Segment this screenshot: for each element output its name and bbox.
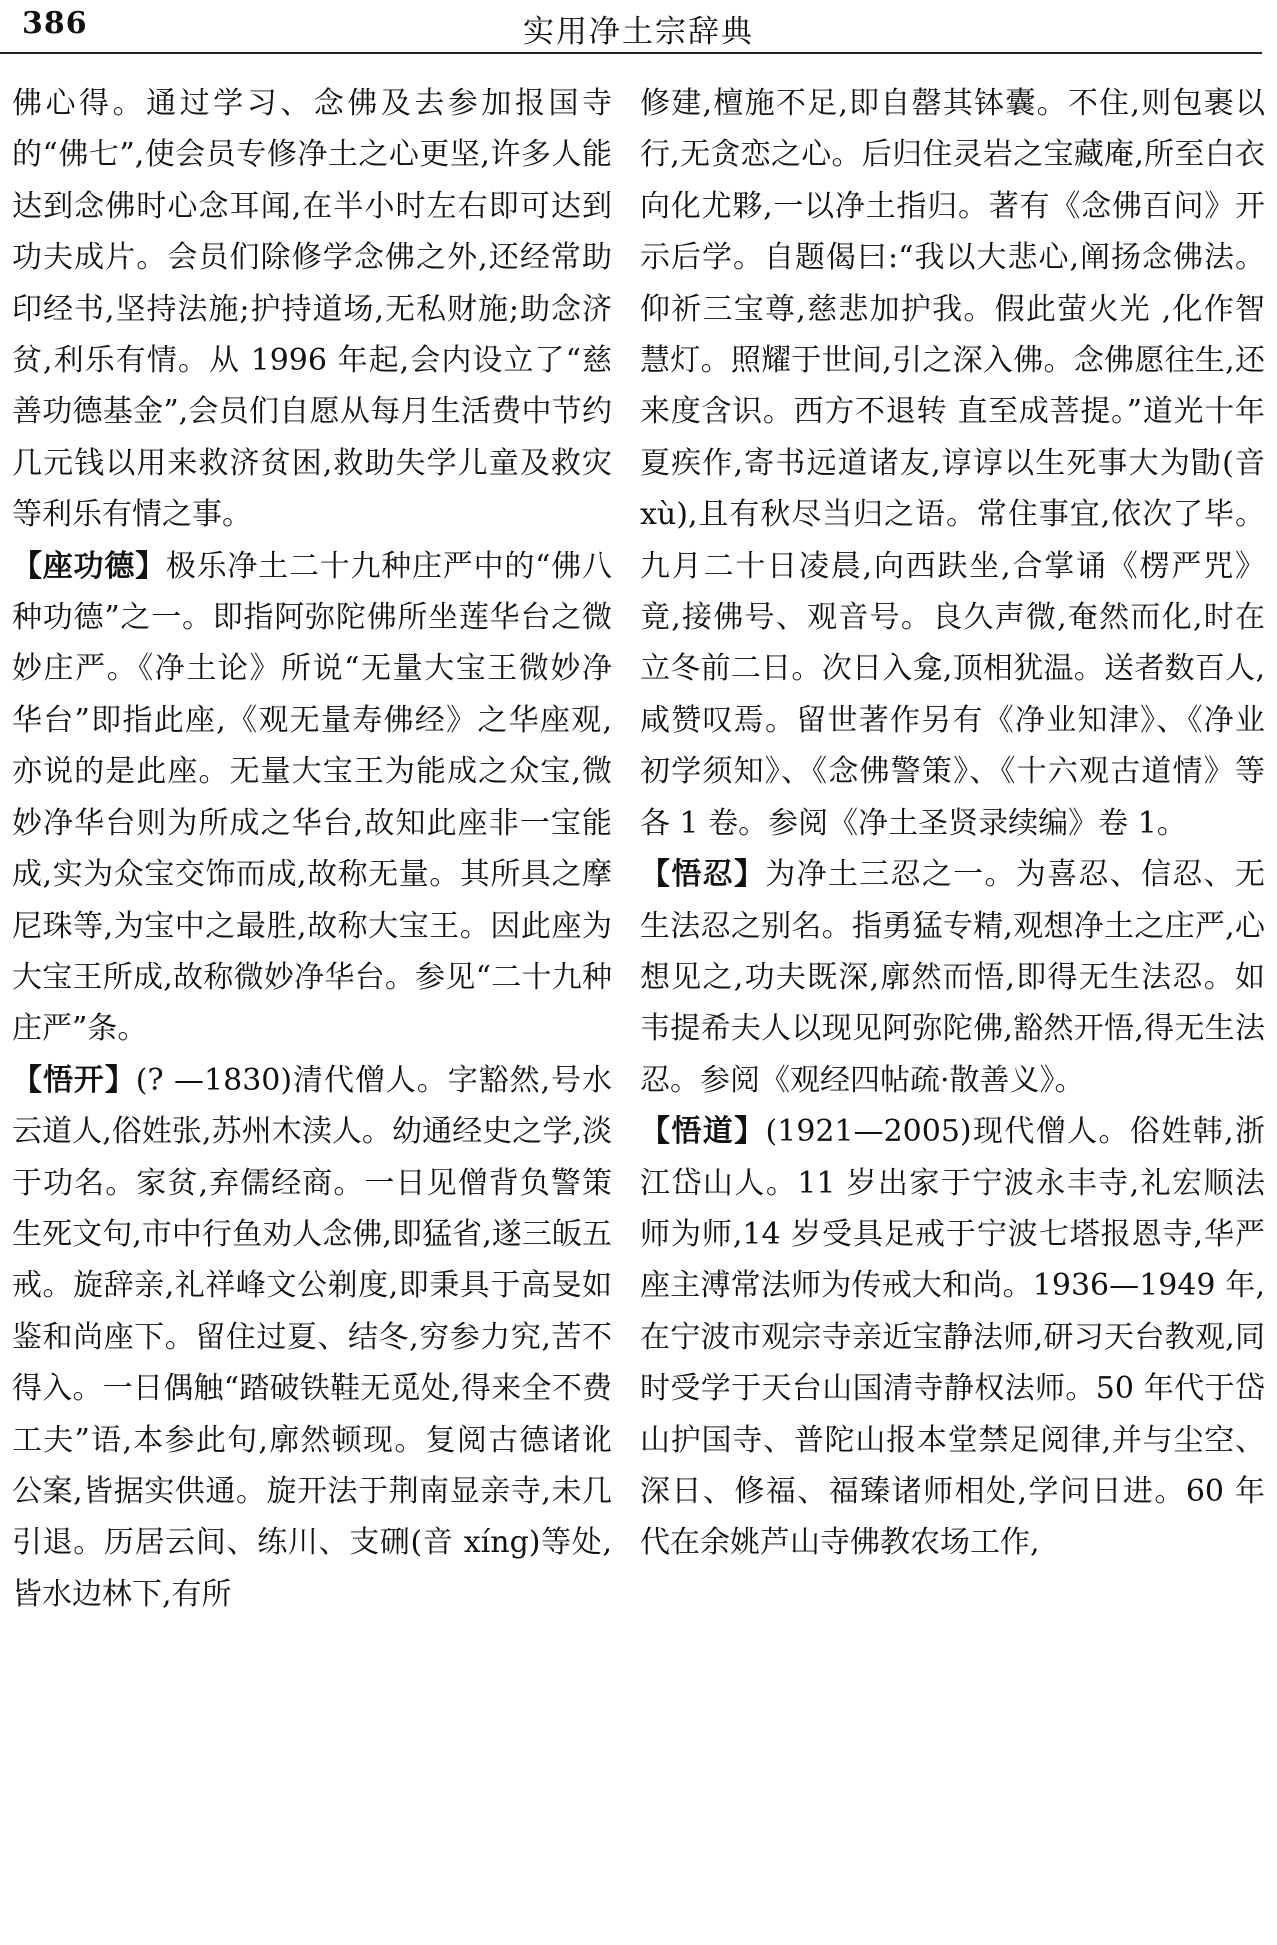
entry-headword: 【悟道】 — [640, 1114, 766, 1150]
continued-paragraph: 修建,檀施不足,即自罄其钵囊。不住,则包裹以行,无贪恋之心。后归住灵岩之宝藏庵,所至白衣向化尤夥,一以净土指归。著有《念佛百问》开示后学。自题偈曰:“我以大悲心,阐扬念佛法。仰祈三宝尊,慈悲加护我。假此萤火光 ,化作智慧灯。照耀于世间,引之深入佛。念佛愿往生,还来度含识。西方不退转 直至成菩提。”道光十年夏疾作,寄书远道诸友,谆谆以生死事大为勖(音 xù),且有秋尽当归之语。常住事宜,依次了毕。九月二十日凌晨,向西趺坐,合掌诵《楞严咒》竟,接佛号、观音号。良久声微,奄然而化,时在立冬前二日。次日入龛,顶相犹温。送者数百人,咸赞叹焉。留世著作另有《净业知津》、《净业初学须知》、《念佛警策》、《十六观古道情》等各 1 卷。参阅《净土圣贤录续编》卷 1。 — [640, 86, 1265, 841]
entry-headword: 【悟开】 — [12, 1062, 136, 1098]
entry-headword: 【座功德】 — [12, 548, 166, 584]
entry-text: 极乐净土二十九种庄严中的“佛八种功德”之一。即指阿弥陀佛所坐莲华台之微妙庄严。《净土论》所说“无量大宝王微妙净华台”即指此座,《观无量寿佛经》之华座观,亦说的是此座。无量大宝王为能成之众宝,微妙净华台则为所成之华台,故知此座非一宝能成,实为众宝交饰而成,故称无量。其所具之摩尼珠等,为宝中之最胜,故称大宝王。因此座为大宝王所成,故称微妙净华台。参见“二十九种庄严”条。 — [12, 548, 612, 1047]
page-number: 386 — [22, 6, 88, 41]
entry-wu-ren — [640, 849, 1265, 1106]
entry-text: (? —1830)清代僧人。字豁然,号水云道人,俗姓张,苏州木渎人。幼通经史之学,淡于功名。家贫,弃儒经商。一日见僧背负警策生死文句,市中行鱼劝人念佛,即猛省,遂三皈五戒。旋辞亲,礼祥峰文公剃度,即秉具于高旻如鉴和尚座下。留住过夏、结冬,穷参力究,苦不得入。一日偶触“踏破铁鞋无觅处,得来全不费工夫”语,本参此句,廓然顿现。复阅古德诸讹公案,皆据实供通。旋开法于荆南显亲寺,未几引退。历居云间、练川、支硎(音 xíng)等处,皆水边林下,有所 — [12, 1062, 612, 1612]
right-column — [640, 78, 1265, 1938]
entry-wu-dao — [640, 1106, 1265, 1569]
left-column — [12, 78, 612, 1938]
book-title: 实用净土宗辞典 — [523, 14, 754, 50]
entry-text: (1921—2005)现代僧人。俗姓韩,浙江岱山人。11 岁出家于宁波永丰寺,礼宏顺法师为师,14 岁受具足戒于宁波七塔报恩寺,华严座主溥常法师为传戒大和尚。1936—1949 年,在宁波市观宗寺亲近宝静法师,研习天台教观,同时受学于天台山国清寺静权法师。50 年代于岱山护国寺、普陀山报本堂禁足阅律,并与尘空、深日、修福、福臻诸师相处,学问日进。60 年代在余姚芦山寺佛教农场工作, — [640, 1114, 1265, 1561]
entry-zuo-gongde — [12, 541, 612, 1055]
page-header — [0, 0, 1277, 62]
entry-text: 为净土三忍之一。为喜忍、信忍、无生法忍之别名。指勇猛专精,观想净土之庄严,心想见之,功夫既深,廓然而悟,即得无生法忍。如韦提希夫人以现见阿弥陀佛,豁然开悟,得无生法忍。参阅《观经四帖疏·散善义》。 — [640, 857, 1265, 1098]
continued-paragraph: 佛心得。通过学习、念佛及去参加报国寺的“佛七”,使会员专修净土之心更坚,许多人能达到念佛时心念耳闻,在半小时左右即可达到功夫成片。会员们除修学念佛之外,还经常助印经书,坚持法施;护持道场,无私财施;助念济贫,利乐有情。从 1996 年起,会内设立了“慈善功德基金”,会员们自愿从每月生活费中节约几元钱以用来救济贫困,救助失学儿童及救灾等利乐有情之事。 — [12, 86, 612, 533]
header-rule — [0, 52, 1262, 54]
entry-headword: 【悟忍】 — [640, 857, 766, 893]
entry-wu-kai — [12, 1055, 612, 1620]
